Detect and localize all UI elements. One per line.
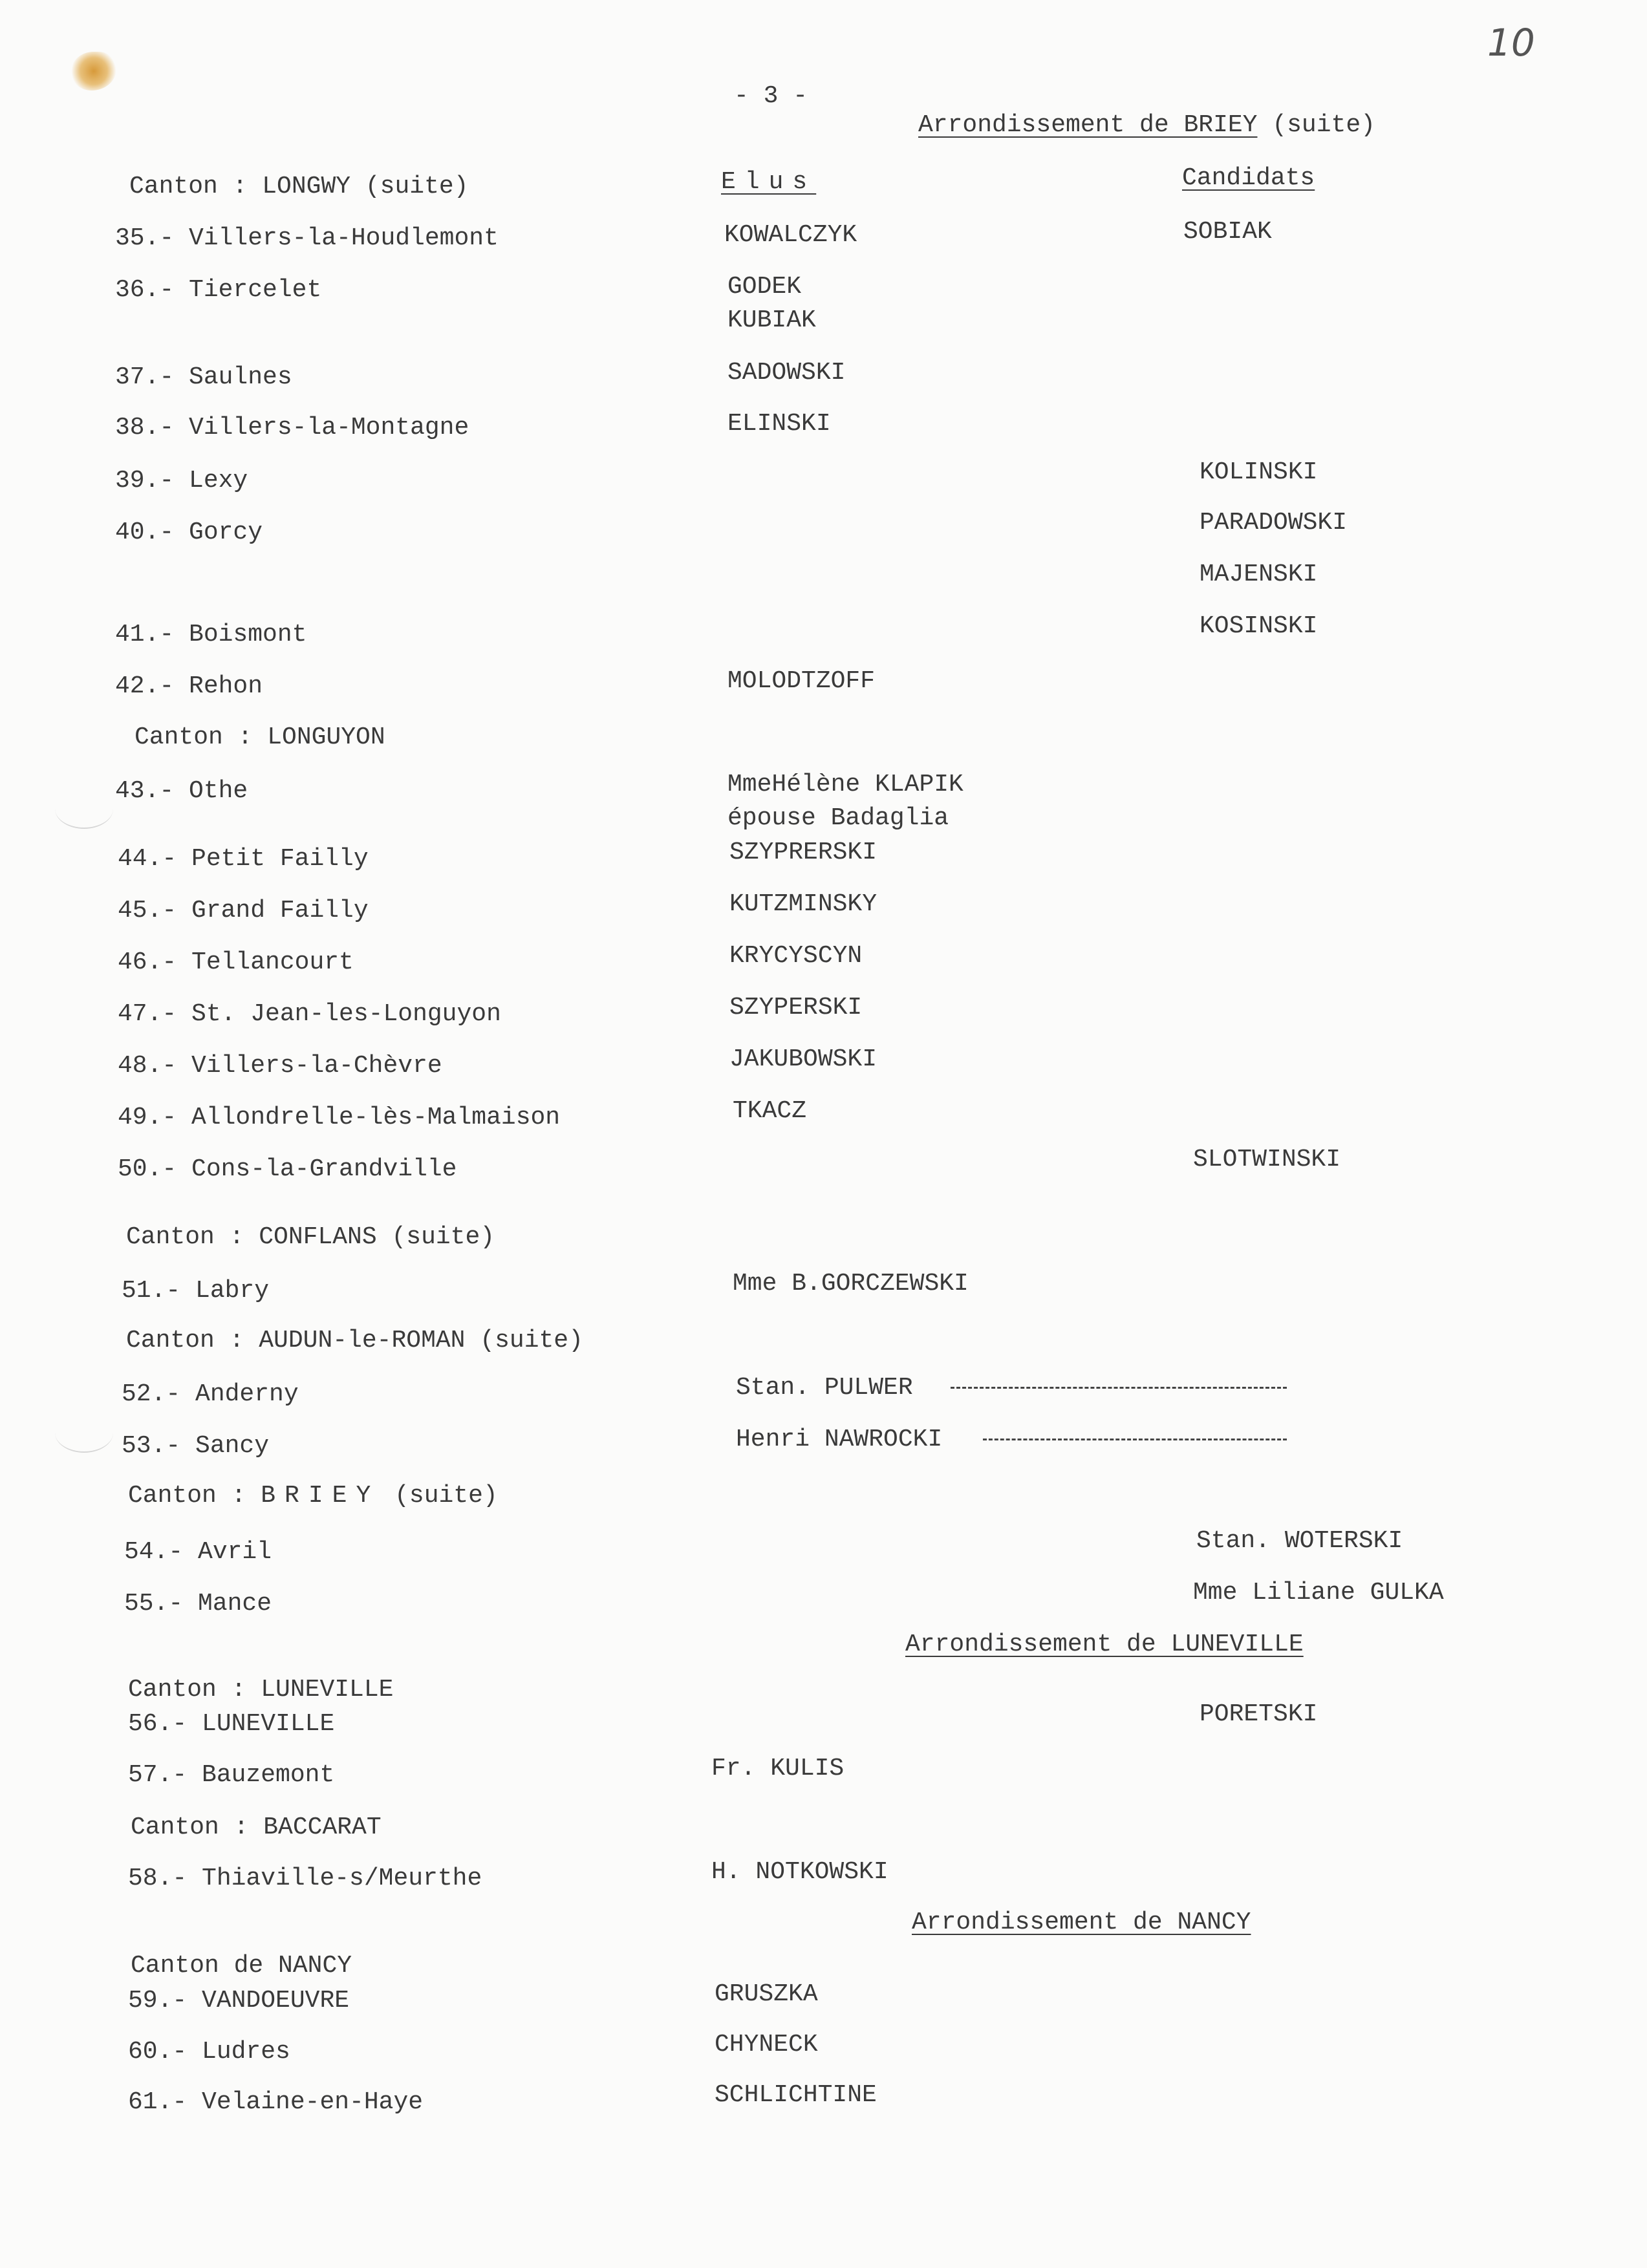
canton-heading: Canton : LONGUYON: [135, 723, 385, 751]
commune-row: 59.- VANDOEUVRE: [128, 1987, 350, 2015]
canton-heading: Canton : CONFLANS (suite): [126, 1223, 495, 1251]
elu-name: GODEK: [727, 273, 802, 301]
arrondissement-title: Arrondissement de LUNEVILLE: [905, 1631, 1304, 1658]
elu-name: GRUSZKA: [715, 1980, 818, 2008]
commune-row: 36.- Tiercelet: [115, 276, 322, 304]
elu-name: KUBIAK: [727, 306, 816, 334]
canton-heading: Canton : LONGWY (suite): [129, 173, 469, 200]
commune-row: 51.- Labry: [122, 1277, 270, 1305]
elu-name: SZYPRERSKI: [729, 839, 877, 866]
elu-name: Stan. PULWER: [736, 1374, 913, 1402]
elu-name: Henri NAWROCKI: [736, 1426, 943, 1453]
commune-row: 39.- Lexy: [115, 467, 248, 495]
arrondissement-suite: (suite): [1272, 111, 1375, 139]
commune-row: 61.- Velaine-en-Haye: [128, 2088, 424, 2116]
commune-row: 48.- Villers-la-Chèvre: [118, 1052, 442, 1080]
elu-name: TKACZ: [733, 1097, 807, 1125]
candidat-name: KOSINSKI: [1200, 612, 1318, 640]
candidats-column-header: Candidats: [1182, 164, 1315, 192]
candidat-name: SLOTWINSKI: [1193, 1146, 1341, 1173]
elu-name: MmeHélène KLAPIK: [727, 771, 963, 798]
canton-heading: Canton de NANCY: [131, 1952, 352, 1980]
elu-name: MOLODTZOFF: [727, 667, 876, 695]
commune-row: 60.- Ludres: [128, 2038, 290, 2066]
commune-row: 43.- Othe: [115, 777, 248, 805]
commune-row: 35.- Villers-la-Houdlemont: [115, 224, 499, 252]
elu-name: Mme B.GORCZEWSKI: [733, 1270, 969, 1298]
arrondissement-header: [918, 113, 1375, 138]
candidat-name: Stan. WOTERSKI: [1196, 1527, 1403, 1555]
commune-row: 50.- Cons-la-Grandville: [118, 1155, 457, 1183]
commune-row: 54.- Avril: [124, 1538, 272, 1566]
commune-row: 45.- Grand Failly: [118, 897, 369, 925]
canton-heading: Canton : AUDUN-le-ROMAN (suite): [126, 1327, 583, 1354]
commune-row: 49.- Allondrelle-lès-Malmaison: [118, 1104, 561, 1131]
commune-row: 44.- Petit Failly: [118, 845, 369, 873]
elu-name: H. NOTKOWSKI: [711, 1858, 888, 1886]
commune-row: 58.- Thiaville-s/Meurthe: [128, 1865, 482, 1892]
candidat-name: PARADOWSKI: [1200, 509, 1348, 537]
candidat-name: KOLINSKI: [1200, 458, 1318, 486]
elu-name: CHYNECK: [715, 2031, 818, 2059]
commune-row: 40.- Gorcy: [115, 519, 263, 546]
handwritten-page-mark: 10: [1487, 21, 1535, 65]
elu-name: SADOWSKI: [727, 359, 846, 387]
dash-line: [951, 1387, 1287, 1389]
commune-row: 46.- Tellancourt: [118, 948, 354, 976]
commune-row: 52.- Anderny: [122, 1380, 299, 1408]
elu-name: épouse Badaglia: [727, 804, 949, 832]
canton-heading: Canton : BACCARAT: [131, 1813, 382, 1841]
candidat-name: MAJENSKI: [1200, 561, 1318, 588]
canton-name: BRIEY: [261, 1482, 380, 1510]
canton-label: Canton :: [128, 1482, 246, 1510]
arrondissement-title: Arrondissement de NANCY: [912, 1909, 1251, 1936]
commune-row: 57.- Bauzemont: [128, 1761, 335, 1789]
elus-column-header: Elus: [721, 168, 817, 196]
elu-name: JAKUBOWSKI: [729, 1045, 877, 1073]
elu-name: KUTZMINSKY: [729, 890, 877, 918]
elu-name: SCHLICHTINE: [715, 2081, 877, 2109]
punch-hole-mark: [55, 1413, 113, 1453]
candidat-name: PORETSKI: [1200, 1700, 1318, 1728]
rust-stain: [71, 52, 116, 91]
commune-row: 55.- Mance: [124, 1590, 272, 1618]
elu-name: ELINSKI: [727, 410, 831, 438]
elu-name: SZYPERSKI: [729, 994, 863, 1022]
elu-name: Fr. KULIS: [711, 1755, 845, 1782]
commune-row: 38.- Villers-la-Montagne: [115, 414, 469, 442]
candidat-name: SOBIAK: [1183, 218, 1272, 246]
dash-line: [983, 1439, 1287, 1440]
page-number: - 3 -: [734, 82, 808, 110]
commune-row: 56.- LUNEVILLE: [128, 1710, 335, 1738]
commune-row: 42.- Rehon: [115, 672, 263, 700]
elu-name: KRYCYSCYN: [729, 942, 863, 970]
punch-hole-mark: [55, 789, 113, 829]
commune-row: 47.- St. Jean-les-Longuyon: [118, 1000, 501, 1028]
commune-row: 41.- Boismont: [115, 621, 307, 648]
commune-row: 37.- Saulnes: [115, 363, 292, 391]
canton-heading: [128, 1484, 498, 1508]
elu-name: KOWALCZYK: [724, 221, 857, 249]
commune-row: 53.- Sancy: [122, 1432, 270, 1460]
canton-suite: (suite): [394, 1482, 498, 1510]
canton-heading: Canton : LUNEVILLE: [128, 1676, 394, 1704]
arrondissement-title: Arrondissement de BRIEY: [918, 111, 1258, 139]
candidat-name: Mme Liliane GULKA: [1193, 1579, 1444, 1607]
